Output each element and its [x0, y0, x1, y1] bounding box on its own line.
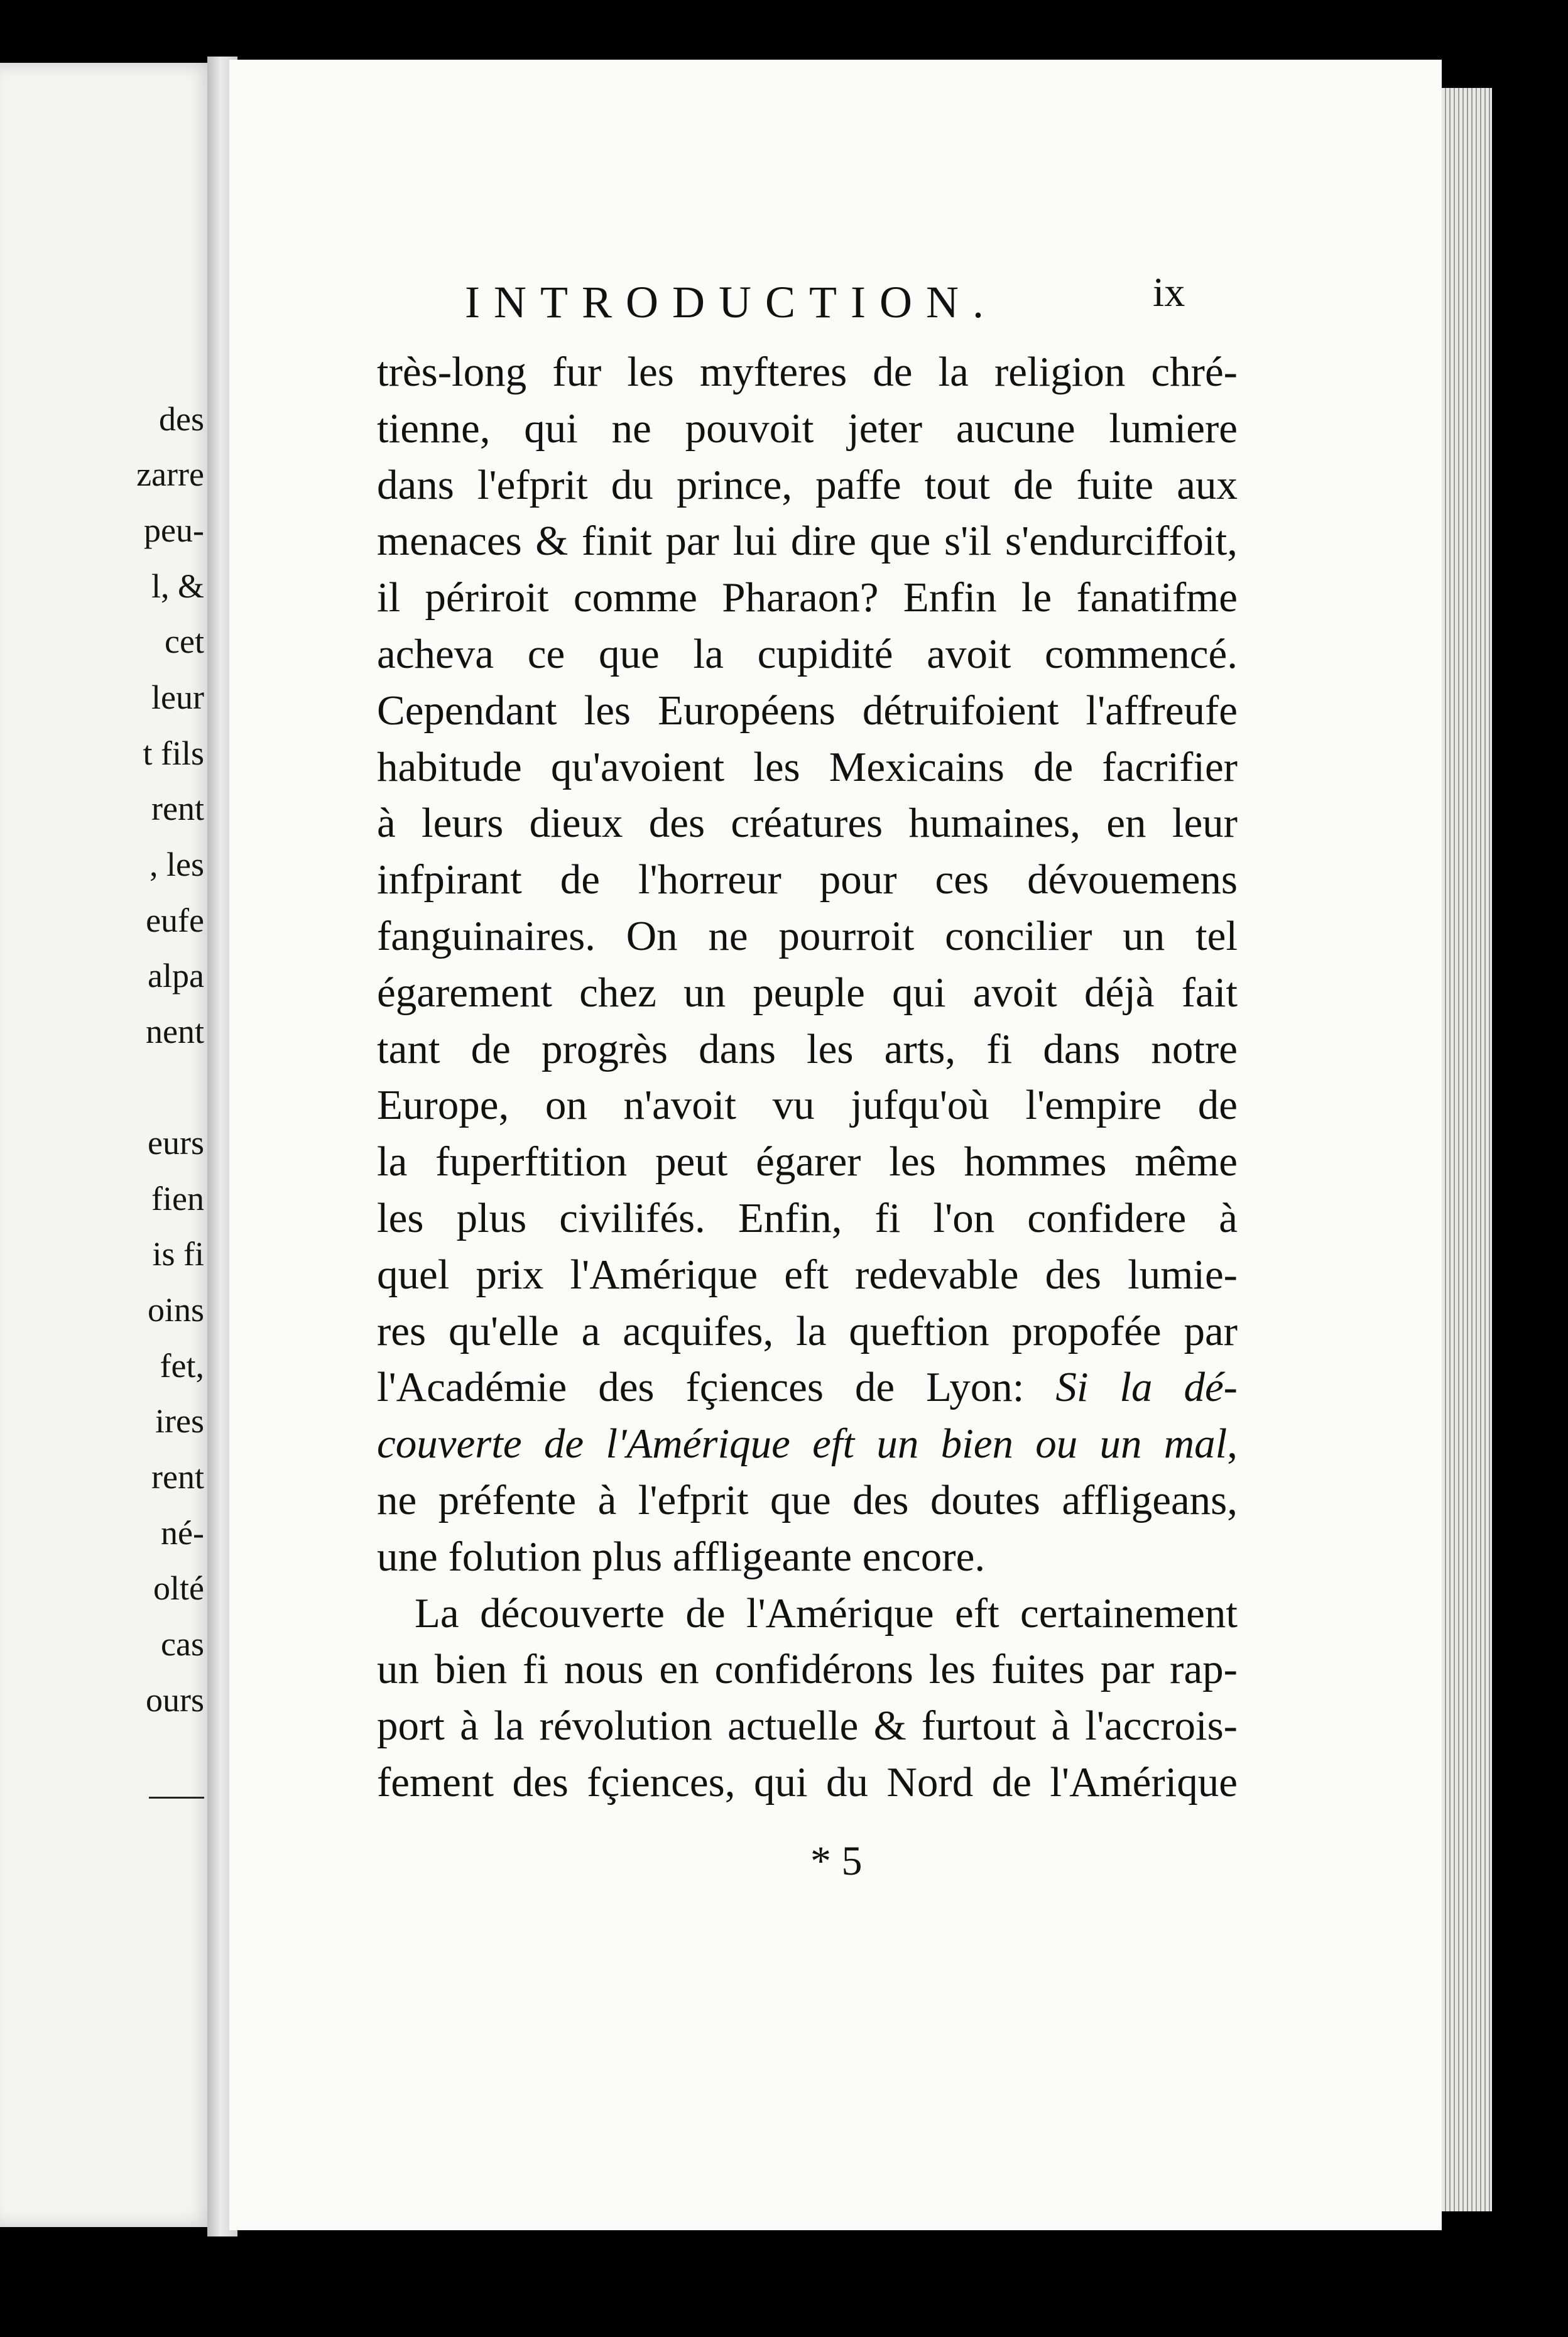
text-line: fement des fçiences, qui du Nord de l'Amérique [377, 1758, 1238, 1806]
text-line: infpirant de l'horreur pour ces dévouemens [377, 856, 1238, 903]
text-line: fanguinaires. On ne pourroit concilier un tel [377, 912, 1238, 959]
left-line-fragment: t fils [143, 734, 204, 772]
text-line: res qu'elle a acquifes, la queftion propofée par [377, 1307, 1238, 1354]
text-line: port à la révolution actuelle & furtout à l'accrois- [377, 1702, 1238, 1750]
left-line-fragment: zarre [136, 455, 204, 493]
left-line-fragment: is fi [152, 1235, 204, 1273]
left-line-fragment: rent [151, 1458, 204, 1496]
left-line-fragment: leur [151, 678, 204, 716]
footnote-rule [149, 1797, 204, 1799]
left-line-fragment: peu- [144, 511, 204, 549]
text-line: très-long fur les myfteres de la religion chré- [377, 349, 1238, 395]
italic-question: couverte de l'Amérique eft un bien ou un mal [377, 1420, 1228, 1468]
left-line-fragment: ires [155, 1402, 204, 1440]
page-edges [1442, 88, 1492, 2211]
text-line: il périroit comme Pharaon? Enfin le fanatifme [377, 574, 1238, 621]
text-line: tant de progrès dans les arts, fi dans notre [377, 1025, 1238, 1072]
left-line-fragment: eurs [148, 1124, 204, 1162]
left-line-fragment: fet, [160, 1347, 204, 1385]
text-line: à leurs dieux des créatures humaines, en leur [377, 800, 1238, 847]
text-line [377, 1416, 1238, 1473]
text-line: acheva ce que la cupidité avoit commencé. [377, 630, 1238, 677]
text-line: la fuperftition peut égarer les hommes même [377, 1138, 1238, 1185]
text-run: l'Académie des fçiences de Lyon: [377, 1364, 1056, 1411]
left-line-fragment: né- [161, 1514, 204, 1552]
text-line: Cependant les Européens détruifoient l'affreufe [377, 687, 1238, 734]
left-line-fragment: , les [150, 846, 204, 883]
text-line: un bien fi nous en confidérons les fuites par rap- [377, 1646, 1238, 1693]
left-line-fragment: fien [151, 1180, 204, 1218]
left-line-fragment: ours [146, 1681, 204, 1719]
text-line: égarement chez un peuple qui avoit déjà fait [377, 969, 1238, 1016]
text-line [377, 1359, 1238, 1416]
left-line-fragment: cet [165, 623, 204, 660]
text-line: quel prix l'Amérique eft redevable des lumie- [377, 1251, 1238, 1298]
previous-page-fragment [0, 63, 217, 2227]
text-line: une folution plus affligeante encore. [377, 1533, 986, 1580]
left-line-fragment: cas [161, 1625, 204, 1663]
text-line: ne préfente à l'efprit que des doutes affligeans, [377, 1476, 1238, 1523]
running-head: INTRODUCTION. [465, 277, 998, 327]
page-number: ix [1153, 270, 1185, 315]
text-run: , [1227, 1420, 1238, 1468]
text-line: les plus civilifés. Enfin, fi l'on confidere à [377, 1194, 1238, 1241]
left-line-fragment: olté [153, 1569, 204, 1607]
left-line-fragment: oins [147, 1291, 204, 1329]
text-line: menaces & finit par lui dire que s'il s'endurciffoit, [377, 518, 1238, 565]
signature-mark: * 5 [810, 1838, 863, 1884]
text-line: dans l'efprit du prince, paffe tout de fuite aux [377, 461, 1238, 508]
left-line-fragment: eufe [146, 902, 204, 939]
body-text [377, 344, 1238, 1811]
left-line-fragment: des [159, 400, 204, 438]
text-line: La découverte de l'Amérique eft certainement [415, 1589, 1238, 1637]
text-line: Europe, on n'avoit vu jufqu'où l'empire de [377, 1082, 1238, 1129]
italic-question: Si la dé- [1055, 1364, 1238, 1411]
text-line: habitude qu'avoient les Mexicains de facrifier [377, 743, 1238, 790]
text-line: tienne, qui ne pouvoit jeter aucune lumiere [377, 405, 1238, 452]
left-line-fragment: nent [146, 1013, 204, 1050]
left-line-fragment: rent [151, 790, 204, 827]
left-line-fragment: l, & [151, 567, 204, 605]
left-line-fragment: alpa [148, 957, 204, 994]
